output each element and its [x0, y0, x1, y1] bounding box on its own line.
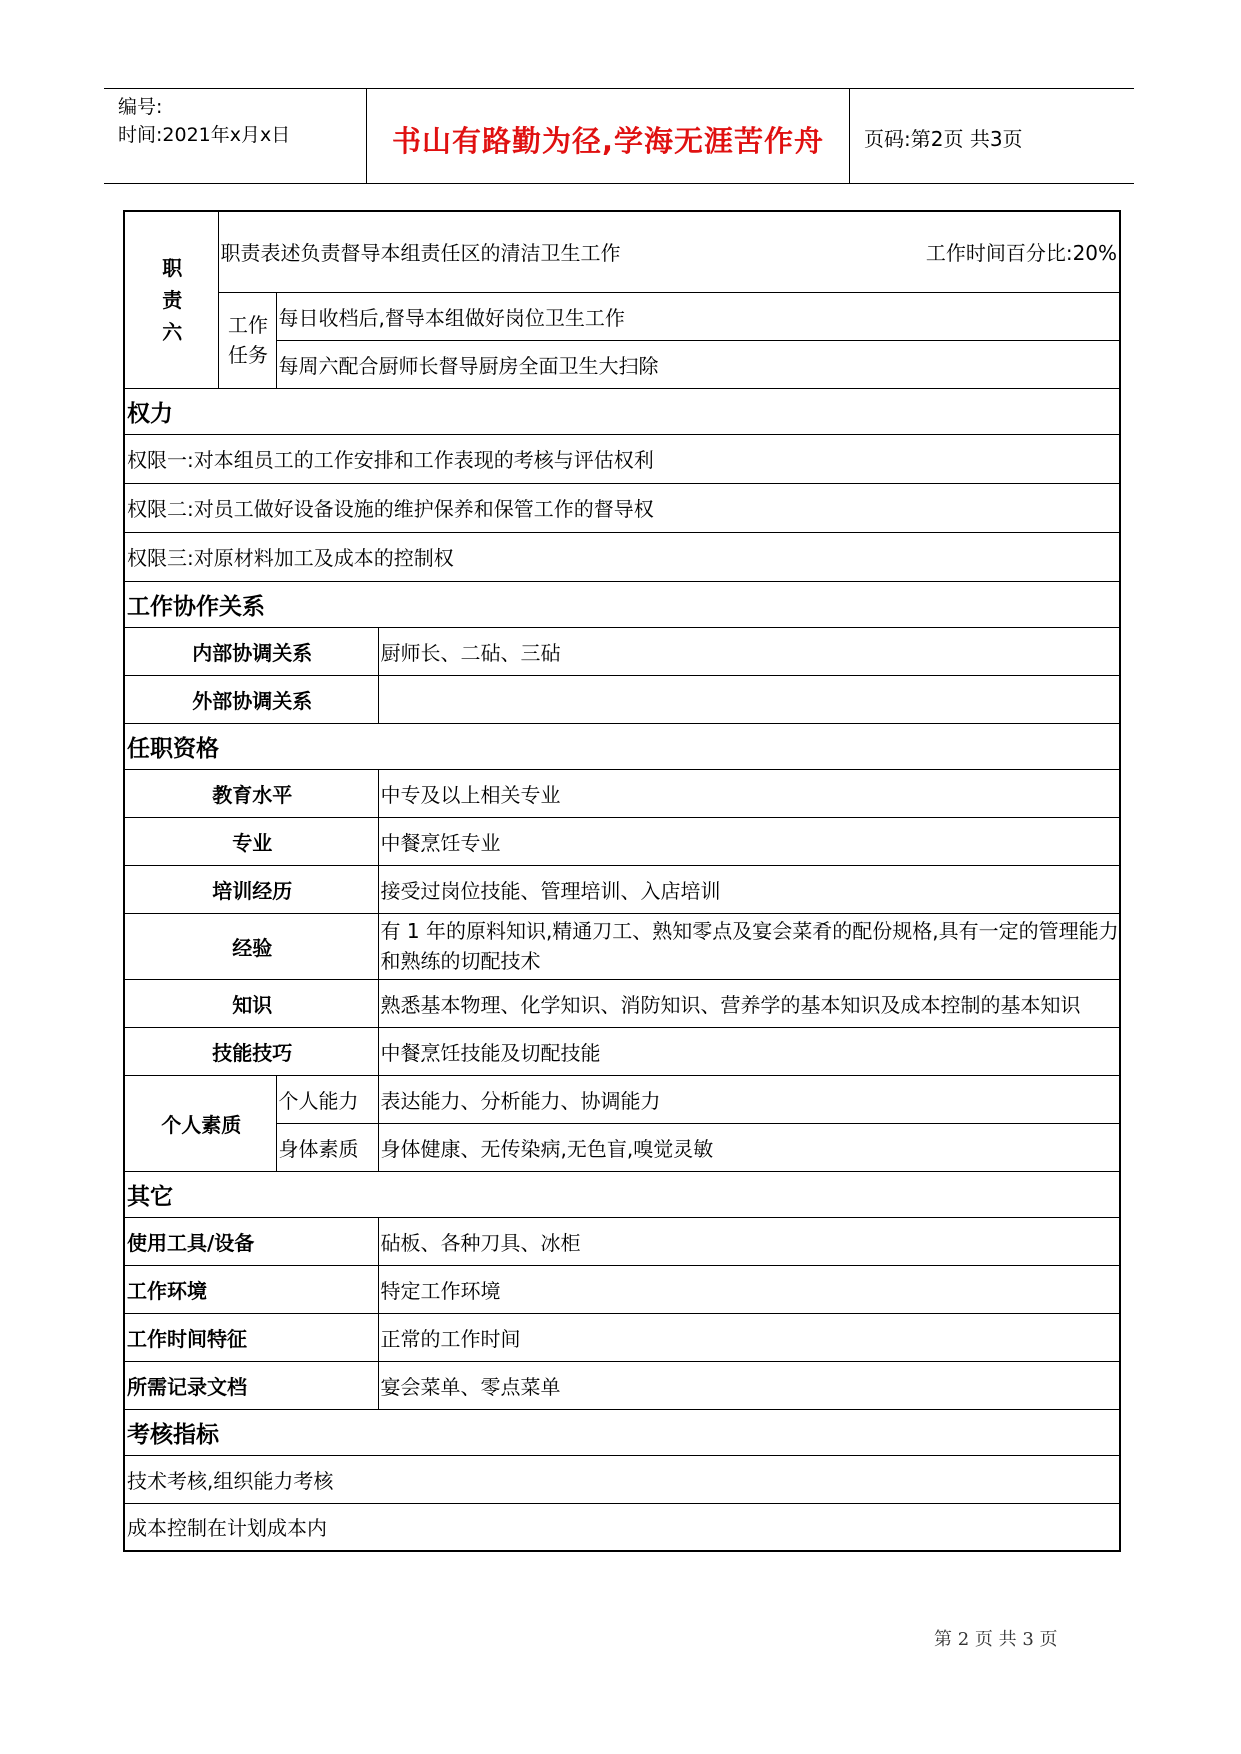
duty6-task-row: [124, 292, 1120, 340]
job-description-table-wrap: [123, 210, 1119, 1552]
assessment-item: 技术考核,组织能力考核: [124, 1455, 1120, 1503]
qualification-row: [124, 913, 1120, 979]
section-title: 权力: [124, 388, 1120, 434]
section-other: [124, 1171, 1120, 1217]
section-qualifications: [124, 723, 1120, 769]
header-page-label: 页码:第2页 共3页: [864, 127, 1023, 151]
ability-label: 个人能力: [276, 1075, 378, 1123]
knowledge-value: 熟悉基本物理、化学知识、消防知识、营养学的基本知识及成本控制的基本知识: [378, 979, 1120, 1027]
environment-label: 工作环境: [124, 1265, 378, 1313]
qualification-row: [124, 979, 1120, 1027]
page-footer: 第 2 页 共 3 页: [934, 1629, 1058, 1650]
personal-label: 个人素质: [124, 1075, 276, 1171]
tasks-label: 工作 任务: [218, 292, 276, 388]
docs-label: 所需记录文档: [124, 1361, 378, 1409]
internal-relations-value: 厨师长、二砧、三砧: [378, 627, 1120, 675]
major-value: 中餐烹饪专业: [378, 817, 1120, 865]
training-value: 接受过岗位技能、管理培训、入店培训: [378, 865, 1120, 913]
section-authority: [124, 388, 1120, 434]
qualification-row: [124, 865, 1120, 913]
header-divider: [849, 89, 850, 183]
section-title: 任职资格: [124, 723, 1120, 769]
duty6-percent: 工作时间百分比:20%: [925, 241, 1118, 266]
assessment-row: [124, 1455, 1120, 1503]
qualification-row: [124, 817, 1120, 865]
section-title: 其它: [124, 1171, 1120, 1217]
header-meta: [118, 93, 290, 149]
qualification-row: [124, 1075, 1120, 1123]
authority-row: [124, 532, 1120, 581]
physical-value: 身体健康、无传染病,无色盲,嗅觉灵敏: [378, 1123, 1120, 1171]
task-item: 每日收档后,督导本组做好岗位卫生工作: [276, 292, 1120, 340]
authority-item: 权限三:对原材料加工及成本的控制权: [124, 532, 1120, 581]
other-row: [124, 1217, 1120, 1265]
skills-value: 中餐烹饪技能及切配技能: [378, 1027, 1120, 1075]
assessment-item: 成本控制在计划成本内: [124, 1503, 1120, 1551]
skills-label: 技能技巧: [124, 1027, 378, 1075]
job-description-table: [123, 210, 1121, 1552]
physical-label: 身体素质: [276, 1123, 378, 1171]
task-item: 每周六配合厨师长督导厨房全面卫生大扫除: [276, 340, 1120, 388]
document-header: [104, 88, 1134, 184]
tools-label: 使用工具/设备: [124, 1217, 378, 1265]
number-label: 编号:: [118, 96, 163, 118]
relations-row: [124, 675, 1120, 723]
relations-row: [124, 627, 1120, 675]
internal-relations-label: 内部协调关系: [124, 627, 378, 675]
section-relations: [124, 581, 1120, 627]
duty6-title: 职 责 六: [124, 211, 218, 388]
authority-item: 权限二:对员工做好设备设施的维护保养和保管工作的督导权: [124, 483, 1120, 532]
environment-value: 特定工作环境: [378, 1265, 1120, 1313]
experience-label: 经验: [124, 913, 378, 979]
education-value: 中专及以上相关专业: [378, 769, 1120, 817]
authority-item: 权限一:对本组员工的工作安排和工作表现的考核与评估权利: [124, 434, 1120, 483]
assessment-row: [124, 1503, 1120, 1551]
work-time-value: 正常的工作时间: [378, 1313, 1120, 1361]
other-row: [124, 1361, 1120, 1409]
docs-value: 宴会菜单、零点菜单: [378, 1361, 1120, 1409]
duty6-row: [124, 211, 1120, 292]
external-relations-label: 外部协调关系: [124, 675, 378, 723]
qualification-row: [124, 1027, 1120, 1075]
header-motto: 书山有路勤为径,学海无涯苦作舟: [391, 124, 825, 158]
qualification-row: [124, 769, 1120, 817]
tools-value: 砧板、各种刀具、冰柜: [378, 1217, 1120, 1265]
experience-value: 有 1 年的原料知识,精通刀工、熟知零点及宴会菜肴的配份规格,具有一定的管理能力和熟练的切配技术: [378, 913, 1120, 979]
authority-row: [124, 434, 1120, 483]
duty6-description: 职责表述负责督导本组责任区的清洁卫生工作: [220, 241, 621, 266]
section-title: 考核指标: [124, 1409, 1120, 1455]
education-label: 教育水平: [124, 769, 378, 817]
training-label: 培训经历: [124, 865, 378, 913]
knowledge-label: 知识: [124, 979, 378, 1027]
other-row: [124, 1265, 1120, 1313]
major-label: 专业: [124, 817, 378, 865]
duty6-description-cell: [218, 211, 1120, 292]
ability-value: 表达能力、分析能力、协调能力: [378, 1075, 1120, 1123]
other-row: [124, 1313, 1120, 1361]
section-assessment: [124, 1409, 1120, 1455]
time-label: 时间:2021年x月x日: [118, 124, 291, 146]
external-relations-value: [378, 675, 1120, 723]
section-title: 工作协作关系: [124, 581, 1120, 627]
authority-row: [124, 483, 1120, 532]
work-time-label: 工作时间特征: [124, 1313, 378, 1361]
